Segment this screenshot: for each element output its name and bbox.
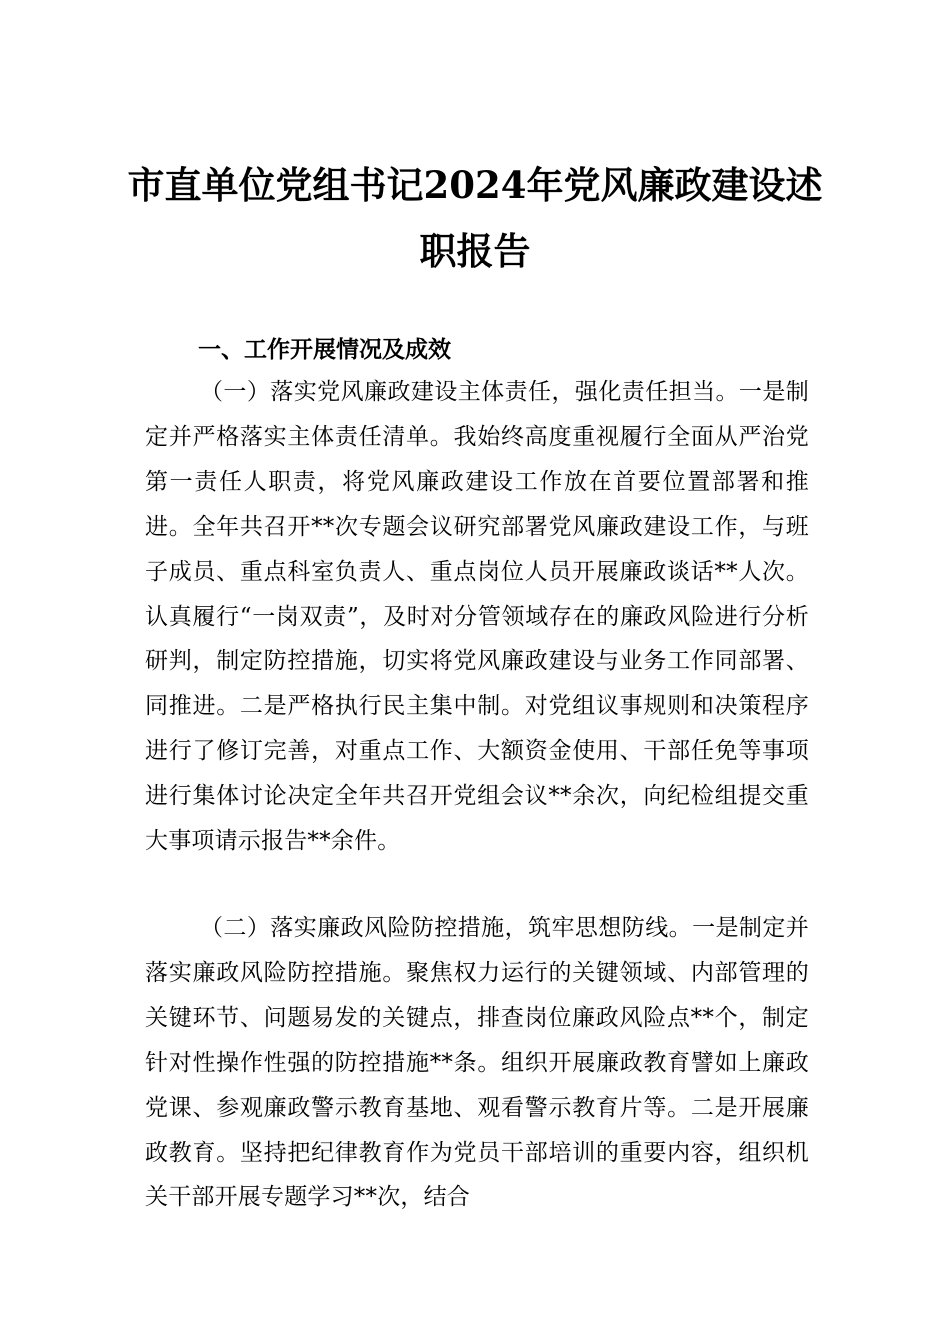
paragraph-1: [145, 370, 809, 864]
section-heading: 一、工作开展情况及成效: [198, 337, 451, 363]
paragraph-2-text: （二）落实廉政风险防控措施，筑牢思想防线。一是制定并落实廉政风险防控措施。聚焦权力运行的关键领域、内部管理的关键环节、问题易发的关键点，排查岗位廉政风险点**个，制定针对性操作性强的防控措施**条。组织开展廉政教育譬如上廉政党课、参观廉政警示教育基地、观看警示教育片等。二是开展廉政教育。坚持把纪律教育作为党员干部培训的重要内容，组织机关干部开展专题学习**次，结合: [145, 915, 809, 1211]
document-title-line-1: 市直单位党组书记2024年党风廉政建设述: [127, 163, 823, 207]
paragraph-1-text: （一）落实党风廉政建设主体责任，强化责任担当。一是制定并严格落实主体责任清单。我始终高度重视履行全面从严治党第一责任人职责，将党风廉政建设工作放在首要位置部署和推进。全年共召开**次专题会议研究部署党风廉政建设工作，与班子成员、重点科室负责人、重点岗位人员开展廉政谈话**人次。认真履行“一岗双责”，及时对分管领域存在的廉政风险进行分析研判，制定防控措施，切实将党风廉政建设与业务工作同部署、同推进。二是严格执行民主集中制。对党组议事规则和决策程序进行了修订完善，对重点工作、大额资金使用、干部任免等事项进行集体讨论决定全年共召开党组会议**余次，向纪检组提交重大事项请示报告**余件。: [145, 379, 809, 855]
paragraph-2: [145, 906, 809, 1220]
document-title-line-2: 职报告: [419, 229, 531, 273]
